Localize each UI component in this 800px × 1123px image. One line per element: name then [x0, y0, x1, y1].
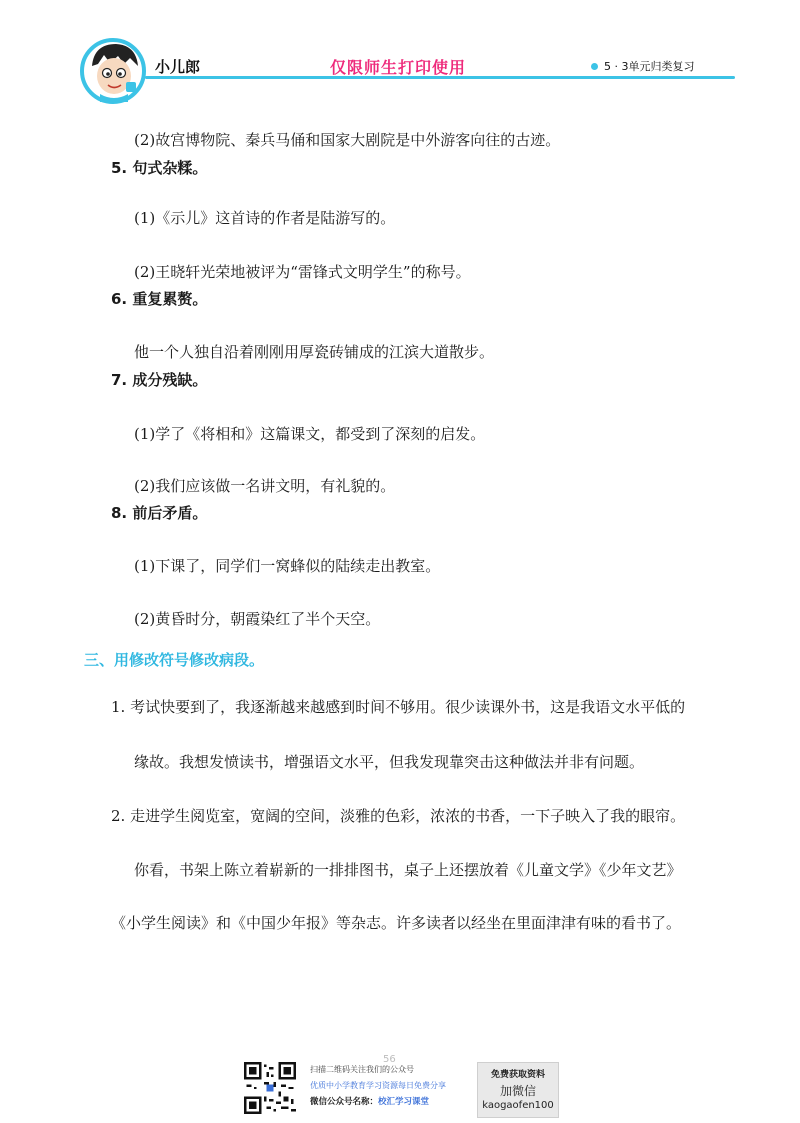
item-5-2: (2)王晓轩光荣地被评为“雷锋式文明学生”的称号。: [134, 263, 471, 281]
item-7-1: (1)学了《将相和》这篇课文，都受到了深刻的启发。: [134, 425, 486, 443]
badge-line-3: kaogaofen100: [482, 1100, 554, 1111]
question-5-heading: 5. 句式杂糅。: [111, 159, 208, 177]
unit-text: 5 · 3单元归类复习: [604, 60, 695, 73]
question-8-heading: 8. 前后矛盾。: [111, 504, 208, 522]
paragraph-1-line-1: 1. 考试快要到了，我逐渐越来越感到时间不够用。很少读课外书，这是我语文水平低的: [111, 698, 686, 716]
footer-account-label: 微信公众号名称：: [310, 1097, 379, 1107]
footer-line-3: [310, 1094, 446, 1110]
paragraph-1-line-2: 缘故。我想发愤读书，增强语文水平，但我发现靠突击这种做法并非有问题。: [134, 753, 645, 771]
badge-line-1: 免费获取资料: [490, 1070, 545, 1080]
unit-label: [591, 58, 695, 74]
brand-name: 小儿郎: [155, 58, 201, 76]
footer-line-2: 优质中小学教育学习资源每日免费分享: [310, 1081, 446, 1090]
item-8-1: (1)下课了，同学们一窝蜂似的陆续走出教室。: [134, 557, 441, 575]
question-7-heading: 7. 成分残缺。: [111, 371, 208, 389]
section-3-heading: 三、用修改符号修改病段。: [84, 651, 265, 669]
question-6-heading: 6. 重复累赘。: [111, 290, 208, 308]
item-5-1: (1)《示儿》这首诗的作者是陆游写的。: [134, 209, 396, 227]
bullet-dot-icon: [591, 63, 598, 70]
footer-text: [310, 1062, 446, 1110]
boy-mascot-icon: [80, 36, 150, 106]
badge-line-2: 加微信: [499, 1084, 536, 1098]
item-4-2: (2)故宫博物院、秦兵马俑和国家大剧院是中外游客向往的古迹。: [134, 131, 561, 149]
item-6: 他一个人独自沿着刚刚用厚瓷砖铺成的江滨大道散步。: [134, 343, 495, 361]
paragraph-2-line-2: 你看，书架上陈立着崭新的一排排图书，桌子上还摆放着《儿童文学》《少年文艺》: [134, 861, 682, 879]
qr-code-icon: [244, 1062, 296, 1114]
page-header: [0, 0, 800, 110]
item-8-2: (2)黄昏时分，朝霞染红了半个天空。: [134, 610, 381, 628]
paragraph-2-line-3: 《小学生阅读》和《中国少年报》等杂志。许多读者以经坐在里面津津有味的看书了。: [111, 914, 682, 932]
wechat-badge: [477, 1062, 559, 1118]
paragraph-2-line-1: 2. 走进学生阅览室，宽阔的空间，淡雅的色彩，浓浓的书香，一下子映入了我的眼帘。: [111, 807, 686, 825]
footer-account-name: 校汇学习课堂: [378, 1097, 430, 1107]
item-7-2: (2)我们应该做一名讲文明，有礼貌的。: [134, 477, 396, 495]
footer-line-1: 扫描二维码关注我们的公众号: [310, 1065, 414, 1074]
page-number: 56: [383, 1054, 396, 1065]
page-footer: [0, 1050, 800, 1123]
print-notice: 仅限师生打印使用: [330, 58, 467, 77]
